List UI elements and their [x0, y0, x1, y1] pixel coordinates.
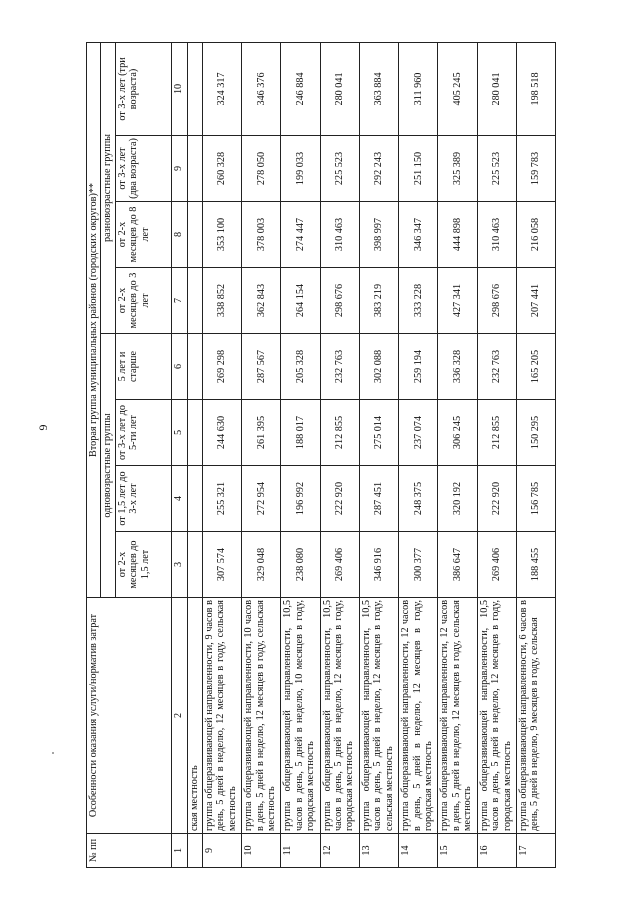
row-description: группа общеразвивающей направленности, 10,5 часов в день, 5 дней в неделю, 12 месяцев в году, городская местность — [320, 598, 359, 834]
row-description: группа общеразвивающей направленности, 10,5 часов в день, 5 дней в неделю, 12 месяцев в году, городская местность — [477, 598, 516, 834]
cost-value-cell: 310 463 — [477, 202, 516, 268]
row-description: группа общеразвивающей направленности, 12 часов в день, 5 дней в неделю, 12 месяцев в году, городская местность — [399, 598, 438, 834]
cost-value-cell: 275 014 — [359, 400, 398, 466]
cost-value-cell: 150 295 — [516, 400, 555, 466]
cost-value-cell: 264 154 — [281, 268, 320, 334]
column-numbers-row — [171, 42, 187, 867]
continuation-text: ская местность — [187, 598, 202, 834]
cost-value-cell: 280 041 — [477, 42, 516, 135]
cost-value-cell: 386 647 — [438, 532, 477, 598]
cost-value-cell: 280 041 — [320, 42, 359, 135]
cost-value-cell: 251 150 — [399, 136, 438, 202]
column-number: 8 — [171, 202, 187, 268]
empty-cell — [187, 400, 202, 466]
table-row — [399, 42, 438, 867]
empty-cell — [187, 136, 202, 202]
column-number: 6 — [171, 334, 187, 400]
cost-value-cell: 246 884 — [281, 42, 320, 135]
cost-value-cell: 261 395 — [242, 400, 281, 466]
column-number: 4 — [171, 466, 187, 532]
cost-value-cell: 325 389 — [438, 136, 477, 202]
cost-value-cell: 362 843 — [242, 268, 281, 334]
cost-value-cell: 306 245 — [438, 400, 477, 466]
cost-value-cell: 216 058 — [516, 202, 555, 268]
row-description: группа общеразвивающей направленности, 10 часов в день, 5 дней в неделю, 12 месяцев в году, сельская местность — [242, 598, 281, 834]
header-single-age: одновозрастные группы — [101, 334, 115, 598]
cost-value-cell: 159 783 — [516, 136, 555, 202]
cost-norm-table — [86, 42, 556, 868]
cost-value-cell: 378 003 — [242, 202, 281, 268]
cost-value-cell: 272 954 — [242, 466, 281, 532]
cost-value-cell: 298 676 — [320, 268, 359, 334]
column-number: 3 — [171, 532, 187, 598]
cost-value-cell: 212 855 — [477, 400, 516, 466]
table-row — [242, 42, 281, 867]
cost-value-cell: 310 463 — [320, 202, 359, 268]
cost-value-cell: 398 997 — [359, 202, 398, 268]
cost-value-cell: 278 050 — [242, 136, 281, 202]
cost-value-cell: 427 341 — [438, 268, 477, 334]
header-row-1 — [87, 42, 101, 867]
row-number: 15 — [438, 834, 477, 868]
cost-value-cell: 225 523 — [477, 136, 516, 202]
cost-value-cell: 207 441 — [516, 268, 555, 334]
cost-value-cell: 363 884 — [359, 42, 398, 135]
cost-value-cell: 188 017 — [281, 400, 320, 466]
empty-cell — [187, 466, 202, 532]
cost-value-cell: 383 219 — [359, 268, 398, 334]
cost-value-cell: 198 518 — [516, 42, 555, 135]
cost-value-cell: 311 960 — [399, 42, 438, 135]
row-number: 12 — [320, 834, 359, 868]
cost-value-cell: 259 194 — [399, 334, 438, 400]
cost-value-cell: 199 033 — [281, 136, 320, 202]
header-col-7: от 2-х месяцев до 3 лет — [115, 268, 171, 334]
cost-value-cell: 212 855 — [320, 400, 359, 466]
header-col-10: от 3-х лет (три возраста) — [115, 42, 171, 135]
cost-value-cell: 255 321 — [202, 466, 241, 532]
rotated-table-container — [86, 43, 556, 868]
column-number: 2 — [171, 598, 187, 834]
row-number: 17 — [516, 834, 555, 868]
cost-value-cell: 338 852 — [202, 268, 241, 334]
header-features: Особенности оказания услуги/норматив затрат — [87, 598, 172, 834]
empty-cell — [187, 42, 202, 135]
empty-cell — [187, 334, 202, 400]
cost-value-cell: 346 916 — [359, 532, 398, 598]
column-number: 5 — [171, 400, 187, 466]
cost-value-cell: 205 328 — [281, 334, 320, 400]
row-number: 9 — [202, 834, 241, 868]
column-number: 10 — [171, 42, 187, 135]
cost-value-cell: 232 763 — [477, 334, 516, 400]
page-number: 6 — [36, 424, 51, 431]
cost-value-cell: 238 080 — [281, 532, 320, 598]
cost-value-cell: 405 245 — [438, 42, 477, 135]
cost-value-cell: 222 920 — [320, 466, 359, 532]
cost-value-cell: 353 100 — [202, 202, 241, 268]
header-col-3: от 2-х месяцев до 1,5 лет — [115, 532, 171, 598]
cost-value-cell: 188 455 — [516, 532, 555, 598]
column-number: 1 — [171, 834, 187, 868]
cost-value-cell: 165 205 — [516, 334, 555, 400]
header-multi-age: разновозрастные группы — [101, 42, 115, 333]
row-number: 10 — [242, 834, 281, 868]
table-row — [516, 42, 555, 867]
cost-value-cell: 292 243 — [359, 136, 398, 202]
header-col-8: от 2-х месяцев до 8 лет — [115, 202, 171, 268]
cost-value-cell: 336 328 — [438, 334, 477, 400]
cost-value-cell: 287 567 — [242, 334, 281, 400]
cost-value-cell: 444 898 — [438, 202, 477, 268]
empty-cell — [187, 268, 202, 334]
table-row — [320, 42, 359, 867]
header-col-4: от 1,5 лет до 3-х лет — [115, 466, 171, 532]
cost-value-cell: 298 676 — [477, 268, 516, 334]
column-number: 7 — [171, 268, 187, 334]
table-row — [281, 42, 320, 867]
header-col-5: от 3-х лет до 5-ти лет — [115, 400, 171, 466]
cost-value-cell: 269 406 — [477, 532, 516, 598]
continuation-num-cell — [187, 834, 202, 868]
cost-value-cell: 269 298 — [202, 334, 241, 400]
table-row — [477, 42, 516, 867]
cost-value-cell: 346 376 — [242, 42, 281, 135]
cost-value-cell: 274 447 — [281, 202, 320, 268]
cost-value-cell: 300 377 — [399, 532, 438, 598]
row-description: группа общеразвивающей направленности, 10,5 часов в день, 5 дней в неделю, 12 месяцев в году, сельская местность — [359, 598, 398, 834]
empty-cell — [187, 532, 202, 598]
header-col-9: от 3-х лет (два возраста) — [115, 136, 171, 202]
continuation-row — [187, 42, 202, 867]
cost-value-cell: 287 451 — [359, 466, 398, 532]
row-number: 13 — [359, 834, 398, 868]
cost-value-cell: 156 785 — [516, 466, 555, 532]
cost-value-cell: 307 574 — [202, 532, 241, 598]
header-group-title: Вторая группа муниципальных районов (городских округов)** — [87, 42, 101, 597]
header-num: № пп — [87, 834, 172, 868]
cost-value-cell: 225 523 — [320, 136, 359, 202]
row-description: группа общеразвивающей направленности, 6 часов в день, 5 дней в неделю, 9 месяцев в году, сельская — [516, 598, 555, 834]
cost-value-cell: 222 920 — [477, 466, 516, 532]
cost-value-cell: 269 406 — [320, 532, 359, 598]
cost-value-cell: 320 192 — [438, 466, 477, 532]
row-description: группа общеразвивающей направленности, 9 часов в день, 5 дней в неделю, 12 месяцев в году, сельская местность — [202, 598, 241, 834]
empty-cell — [187, 202, 202, 268]
row-number: 16 — [477, 834, 516, 868]
header-col-6: 5 лет и старше — [115, 334, 171, 400]
cost-value-cell: 346 347 — [399, 202, 438, 268]
table-row — [202, 42, 241, 867]
row-number: 14 — [399, 834, 438, 868]
table-row — [359, 42, 398, 867]
cost-value-cell: 333 228 — [399, 268, 438, 334]
cost-value-cell: 329 048 — [242, 532, 281, 598]
column-number: 9 — [171, 136, 187, 202]
cost-value-cell: 244 630 — [202, 400, 241, 466]
cost-value-cell: 324 317 — [202, 42, 241, 135]
cost-value-cell: 248 375 — [399, 466, 438, 532]
cost-value-cell: 260 328 — [202, 136, 241, 202]
cost-value-cell: 302 088 — [359, 334, 398, 400]
cost-value-cell: 237 074 — [399, 400, 438, 466]
row-number: 11 — [281, 834, 320, 868]
row-description: группа общеразвивающей направленности, 12 часов в день, 5 дней в неделю, 12 месяцев в году, сельская местность — [438, 598, 477, 834]
cost-value-cell: 196 992 — [281, 466, 320, 532]
row-description: группа общеразвивающей направленности, 10,5 часов в день, 5 дней в неделю, 10 месяцев в году, городская местность — [281, 598, 320, 834]
scan-speck — [52, 752, 54, 754]
table-row — [438, 42, 477, 867]
cost-value-cell: 232 763 — [320, 334, 359, 400]
